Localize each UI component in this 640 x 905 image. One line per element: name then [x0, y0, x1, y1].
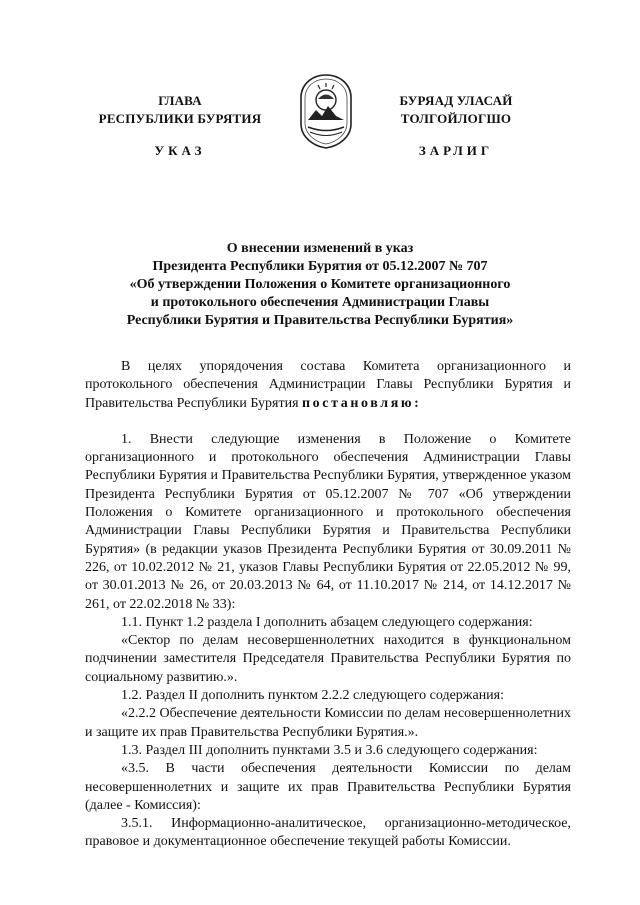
paragraph-1-2: 1.2. Раздел II дополнить пунктом 2.2.2 следующего содержания:	[121, 688, 505, 704]
paragraph-1-3-quote: «3.5. В части обеспечения деятельности Комиссии по делам несовершеннолетних и защите их прав Правительства Республики Бурятия (далее - Комиссия):	[85, 761, 571, 813]
title-line2: Президента Республики Бурятия от 05.12.2007 № 707	[152, 259, 488, 274]
title-line3: «Об утверждении Положения о Комитете организационного	[129, 277, 511, 292]
doc-type-right: ЗАРЛИГ	[418, 143, 494, 158]
header-right-line2: ТОЛГОЙЛОГШО	[400, 111, 512, 126]
title-line4: и протокольного обеспечения Администрации Главы	[150, 295, 490, 310]
coat-of-arms-icon	[296, 72, 356, 150]
document-body	[85, 358, 571, 852]
title-line1: О внесении изменений в указ	[226, 241, 414, 256]
intro-text: В целях упорядочения состава Комитета организационного и протокольного обеспечения Администрации Главы Республики Бурятия и Правительства Республики Бурятия	[85, 359, 571, 411]
doc-type-left: УКАЗ	[154, 143, 206, 158]
header-right-line1: БУРЯАД УЛАСАЙ	[399, 93, 513, 108]
header-left-line1: ГЛАВА	[158, 93, 202, 108]
paragraph-1-3: 1.3. Раздел III дополнить пунктами 3.5 и 3.6 следующего содержания:	[121, 742, 538, 758]
header-right	[356, 92, 556, 128]
paragraph-1-2-quote: «2.2.2 Обеспечение деятельности Комиссии по делам несовершеннолетних и защите их прав Правительства Республики Бурятия.».	[85, 706, 571, 740]
paragraph-1: 1. Внести следующие изменения в Положение о Комитете организационного и протокольного обеспечения Администрации Главы Республики Бурятия и Правительства Республики Бурятия, утвержденное указом Президента Республики Бурятия от 05.12.2007 № 707 «Об утверждении Положения о Комитете организационного и протокольного обеспечения Администрации Главы Республики Бурятия и Правительства Республики Бурятия» (в редакции указов Президента Республики Бурятия от 30.09.2011 № 226, от 10.02.2012 № 21, указов Главы Республики Бурятия от 22.05.2012 № 99, от 30.01.2013 № 26, от 20.03.2013 № 64, от 11.10.2017 № 214, от 14.12.2017 № 261, от 22.02.2018 № 33):	[85, 431, 571, 612]
intro-emphasis: постановляю:	[302, 395, 422, 411]
header-left	[80, 92, 280, 128]
header-left-line2: РЕСПУБЛИКИ БУРЯТИЯ	[98, 111, 262, 126]
intro-paragraph	[85, 358, 571, 413]
title-line5: Республики Бурятия и Правительства Республики Бурятия»	[126, 313, 514, 328]
paragraph-1-1-quote: «Сектор по делам несовершеннолетних находится в функциональном подчинении заместителя Председателя Правительства Республики Бурятия по социальному развитию.».	[85, 633, 571, 685]
paragraph-3-5-1: 3.5.1. Информационно-аналитическое, организационно-методическое, правовое и документационное обеспечение текущей работы Комиссии.	[85, 816, 571, 850]
paragraph-1-1: 1.1. Пункт 1.2 раздела I дополнить абзацем следующего содержания:	[121, 614, 533, 630]
document-title	[80, 240, 560, 330]
